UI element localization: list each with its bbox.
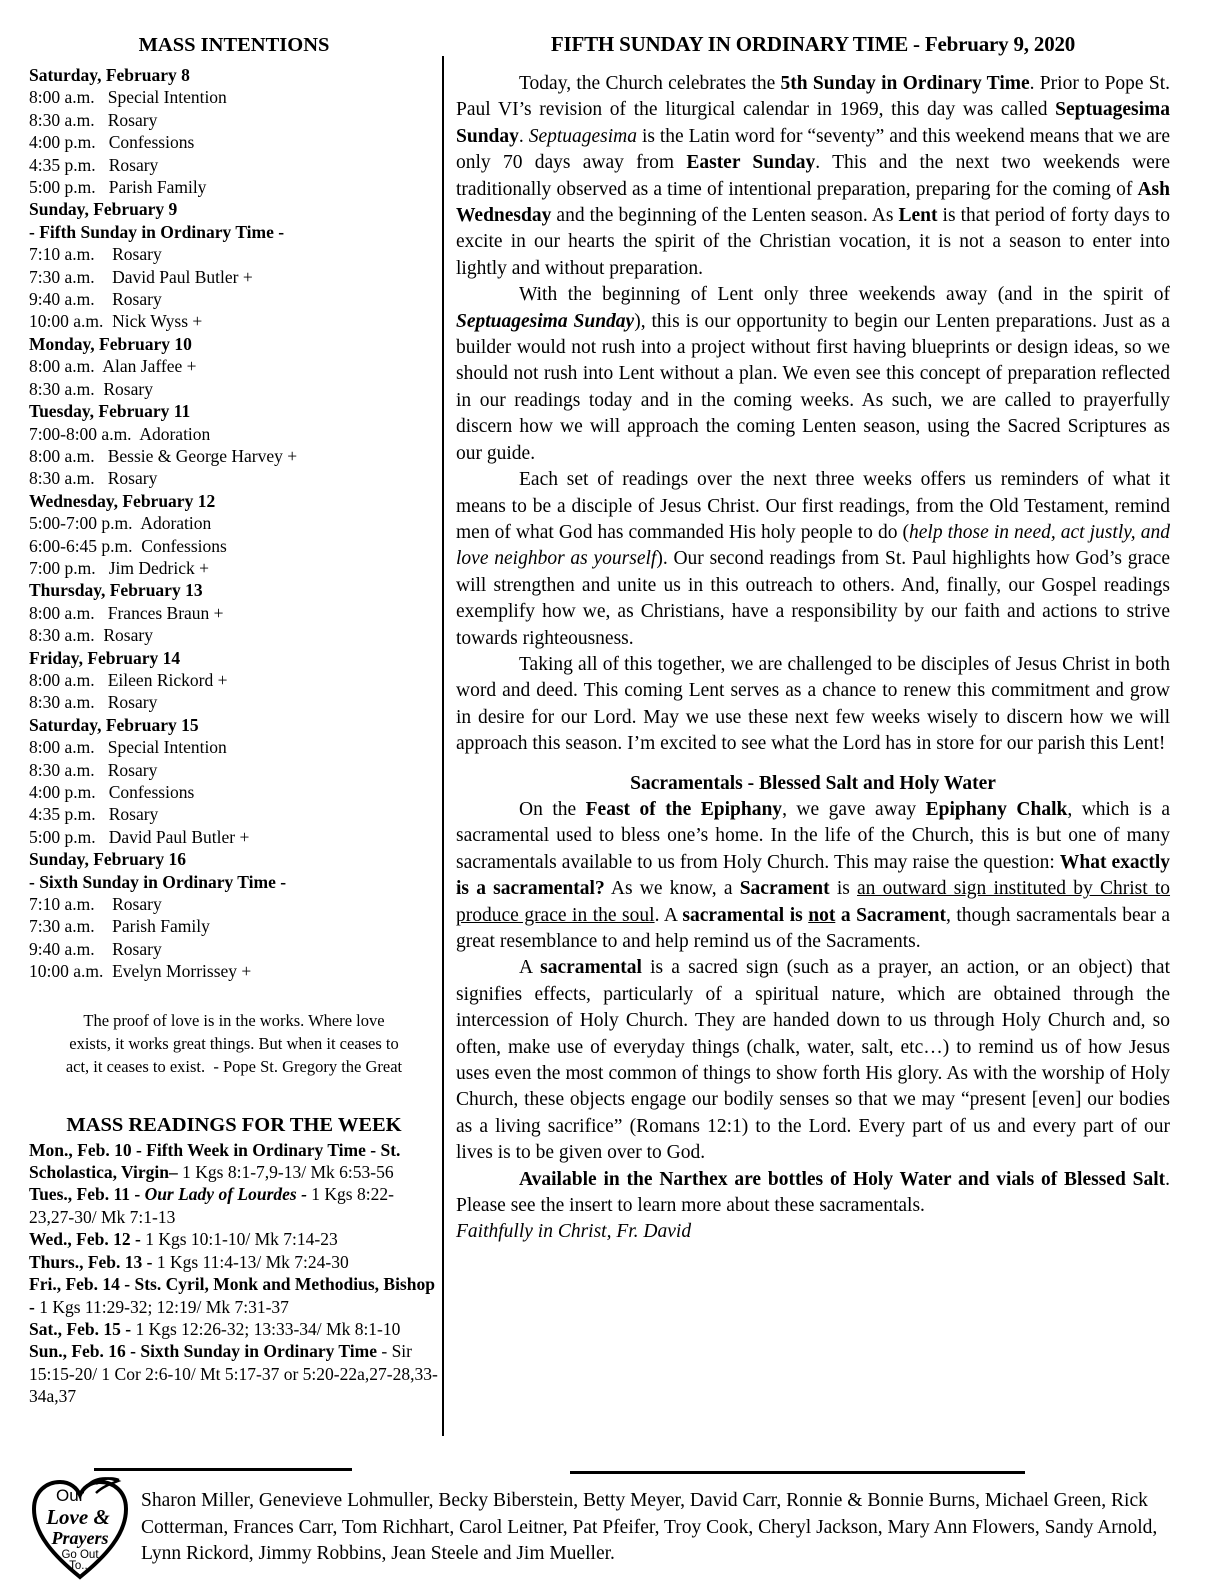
footer-divider-right [570, 1471, 1025, 1474]
mass-intentions-list: Saturday, February 8 8:00 a.m. Special Intention 8:30 a.m. Rosary 4:00 p.m. Confessions 4:35 p.m. Rosary 5:00 p.m. Parish Family Sunday, February 9 - Fifth Sunday in Ordinary Time - 7:10 a.m. Rosary 7:30 a.m. David Paul Butler + 9:40 a.m. Rosary 10:00 a.m. Nick Wyss + Monday, February 10 8:00 a.m. Alan Jaffee + 8:30 a.m. Rosary Tuesday, February 11 7:00-8:00 a.m. Adoration 8:00 a.m. Bessie & George Harvey + 8:30 a.m. Rosary Wednesday, February 12 5:00-7:00 p.m. Adoration 6:00-6:45 p.m. Confessions 7:00 p.m. Jim Dedrick + Thursday, February 13 8:00 a.m. Frances Braun + 8:30 a.m. Rosary Friday, February 14 8:00 a.m. Eileen Rickord + 8:30 a.m. Rosary Saturday, February 15 8:00 a.m. Special Intention 8:30 a.m. Rosary 4:00 p.m. Confessions 4:35 p.m. Rosary 5:00 p.m. David Paul Butler + Sunday, February 16 - Sixth Sunday in Ordinary Time - 7:10 a.m. Rosary 7:30 a.m. Parish Family 9:40 a.m. Rosary 10:00 a.m. Evelyn Morrissey + [29, 65, 298, 982]
logo-word-prayers: Prayers [51, 1528, 109, 1548]
column-divider [442, 56, 444, 1436]
right-column [456, 32, 1170, 1246]
mass-readings-title: MASS READINGS FOR THE WEEK [66, 1113, 402, 1136]
mass-readings-list: Mon., Feb. 10 - Fifth Week in Ordinary Time - St. Scholastica, Virgin– 1 Kgs 8:1-7,9-13/ Mk 6:53-56 Tues., Feb. 11 - Our Lady of Lourdes - 1 Kgs 8:22-23,27-30/ Mk 7:1-13 Wed., Feb. 12 - 1 Kgs 10:1-10/ Mk 7:14-23 Thurs., Feb. 13 - 1 Kgs 11:4-13/ Mk 7:24-30 Fri., Feb. 14 - Sts. Cyril, Monk and Methodius, Bishop - 1 Kgs 11:29-32; 12:19/ Mk 7:31-37 Sat., Feb. 15 - 1 Kgs 12:26-32; 13:33-34/ Mk 8:1-10 Sun., Feb. 16 - Sixth Sunday in Ordinary Time - Sir 15:15-20/ 1 Cor 2:6-10/ Mt 5:17-37 or 5:20-22a,27-28,33-34a,37 [29, 1139, 438, 1407]
footer-divider-left [94, 1468, 352, 1471]
article-title: FIFTH SUNDAY IN ORDINARY TIME - February 9, 2020 [550, 32, 1076, 56]
prayer-names: Sharon Miller, Genevieve Lohmuller, Becky Biberstein, Betty Meyer, David Carr, Ronnie & Bonnie Burns, Michael Green, Rick Cotterman, Frances Carr, Tom Richhart, Carol Leitner, Pat Pfeifer, Troy Cook, Cheryl Jackson, Mary Ann Flowers, Sandy Arnold, Lynn Rickord, Jimmy Robbins, Jean Steele and Jim Mueller. [141, 1490, 1158, 1564]
logo-word-to: To... [69, 1560, 91, 1572]
logo-word-our: Our [56, 1486, 85, 1505]
left-column [29, 34, 439, 1408]
quote: The proof of love is in the works. Where love exists, it works great things. But when it ceases to act, it ceases to exist. - Pope St. Gregory the Great [65, 1010, 403, 1076]
logo-word-love: Love & [46, 1505, 110, 1529]
article-body: Today, the Church celebrates the 5th Sunday in Ordinary Time. Prior to Pope St. Paul VI’s revision of the liturgical calendar in 1969, this day was called Septuagesima Sunday. Septuagesima is the Latin word for “seventy” and this weekend means that we are only 70 days away from Easter Sunday. This and the next two weekends were traditionally observed as a time of intentional preparation, preparing for the coming of Ash Wednesday and the beginning of the Lenten season. As Lent is that period of forty days to excite in our hearts the spirit of the Christian vocation, it is not a season to enter into lightly and without preparation. With the beginning of Lent only three weekends away (and in the spirit of Septuagesima Sunday), this is our opportunity to begin our Lenten preparations. Just as a builder would not rush into a project without first having blueprints or design ideas, so we should not rush into Lent without a plan. We even see this concept of preparation reflected in our readings today and in the coming weeks. As such, we are called to prayerfully discern how we will approach the coming Lenten season, using the Sacred Scriptures as our guide. Each set of readings over the next three weeks offers us reminders of what it means to be a disciple of Jesus Christ. Our first readings, from the Old Testament, remind men of what God has commanded His holy people to do (help those in need, act justly, and love neighbor as yourself). Our second readings from St. Paul highlights how God’s grace will strengthen and unite us in this outreach to others. And, finally, our Gospel readings exemplify how we, as Christians, have a responsibility by our faith and actions to strive towards righteousness. Taking all of this together, we are challenged to be disciples of Jesus Christ in both word and deed. This coming Lent serves as a chance to renew this commitment and grow in desire for our Lord. May we use these next few weeks wisely to discern how we will approach this season. I’m excited to see what the Lord has in store for our parish this Lent! Sacramentals - Blessed Salt and Holy Water On the Feast of the Epiphany, we gave away Epiphany Chalk, which is a sacramental used to bless one’s home. In the life of the Church, this is but one of many sacramentals available to us from Holy Church. This may raise the question: What exactly is a sacramental? As we know, a Sacrament is an outward sign instituted by Christ to produce grace in the soul. A sacramental is not a Sacrament, though sacramentals bear a great resemblance to and help remind us of the Sacraments. A sacramental is a sacred sign (such as a prayer, an action, or an object) that signifies effects, particularly of a spiritual nature, which are obtained through the intercession of Holy Church. They are handed down to us through Holy Church and, so often, make use of everyday things (chalk, water, salt, etc…) to remind us of how Jesus uses even the most common of things to show forth His glory. As with the worship of Holy Church, these objects engage our bodily senses so that we may “present [even] our bodies as a living sacrifice” (Romans 12:1) to the Lord. Every part of us and every part of our lives is to be given over to God. Available in the Narthex are bottles of Holy Water and vials of Blessed Salt. Please see the insert to learn more about these sacramentals. Faithfully in Christ, Fr. David [456, 73, 1171, 1243]
love-prayers-logo [26, 1474, 134, 1582]
mass-intentions-title: MASS INTENTIONS [138, 34, 330, 56]
logo-word-goout: Go Out [61, 1549, 99, 1561]
